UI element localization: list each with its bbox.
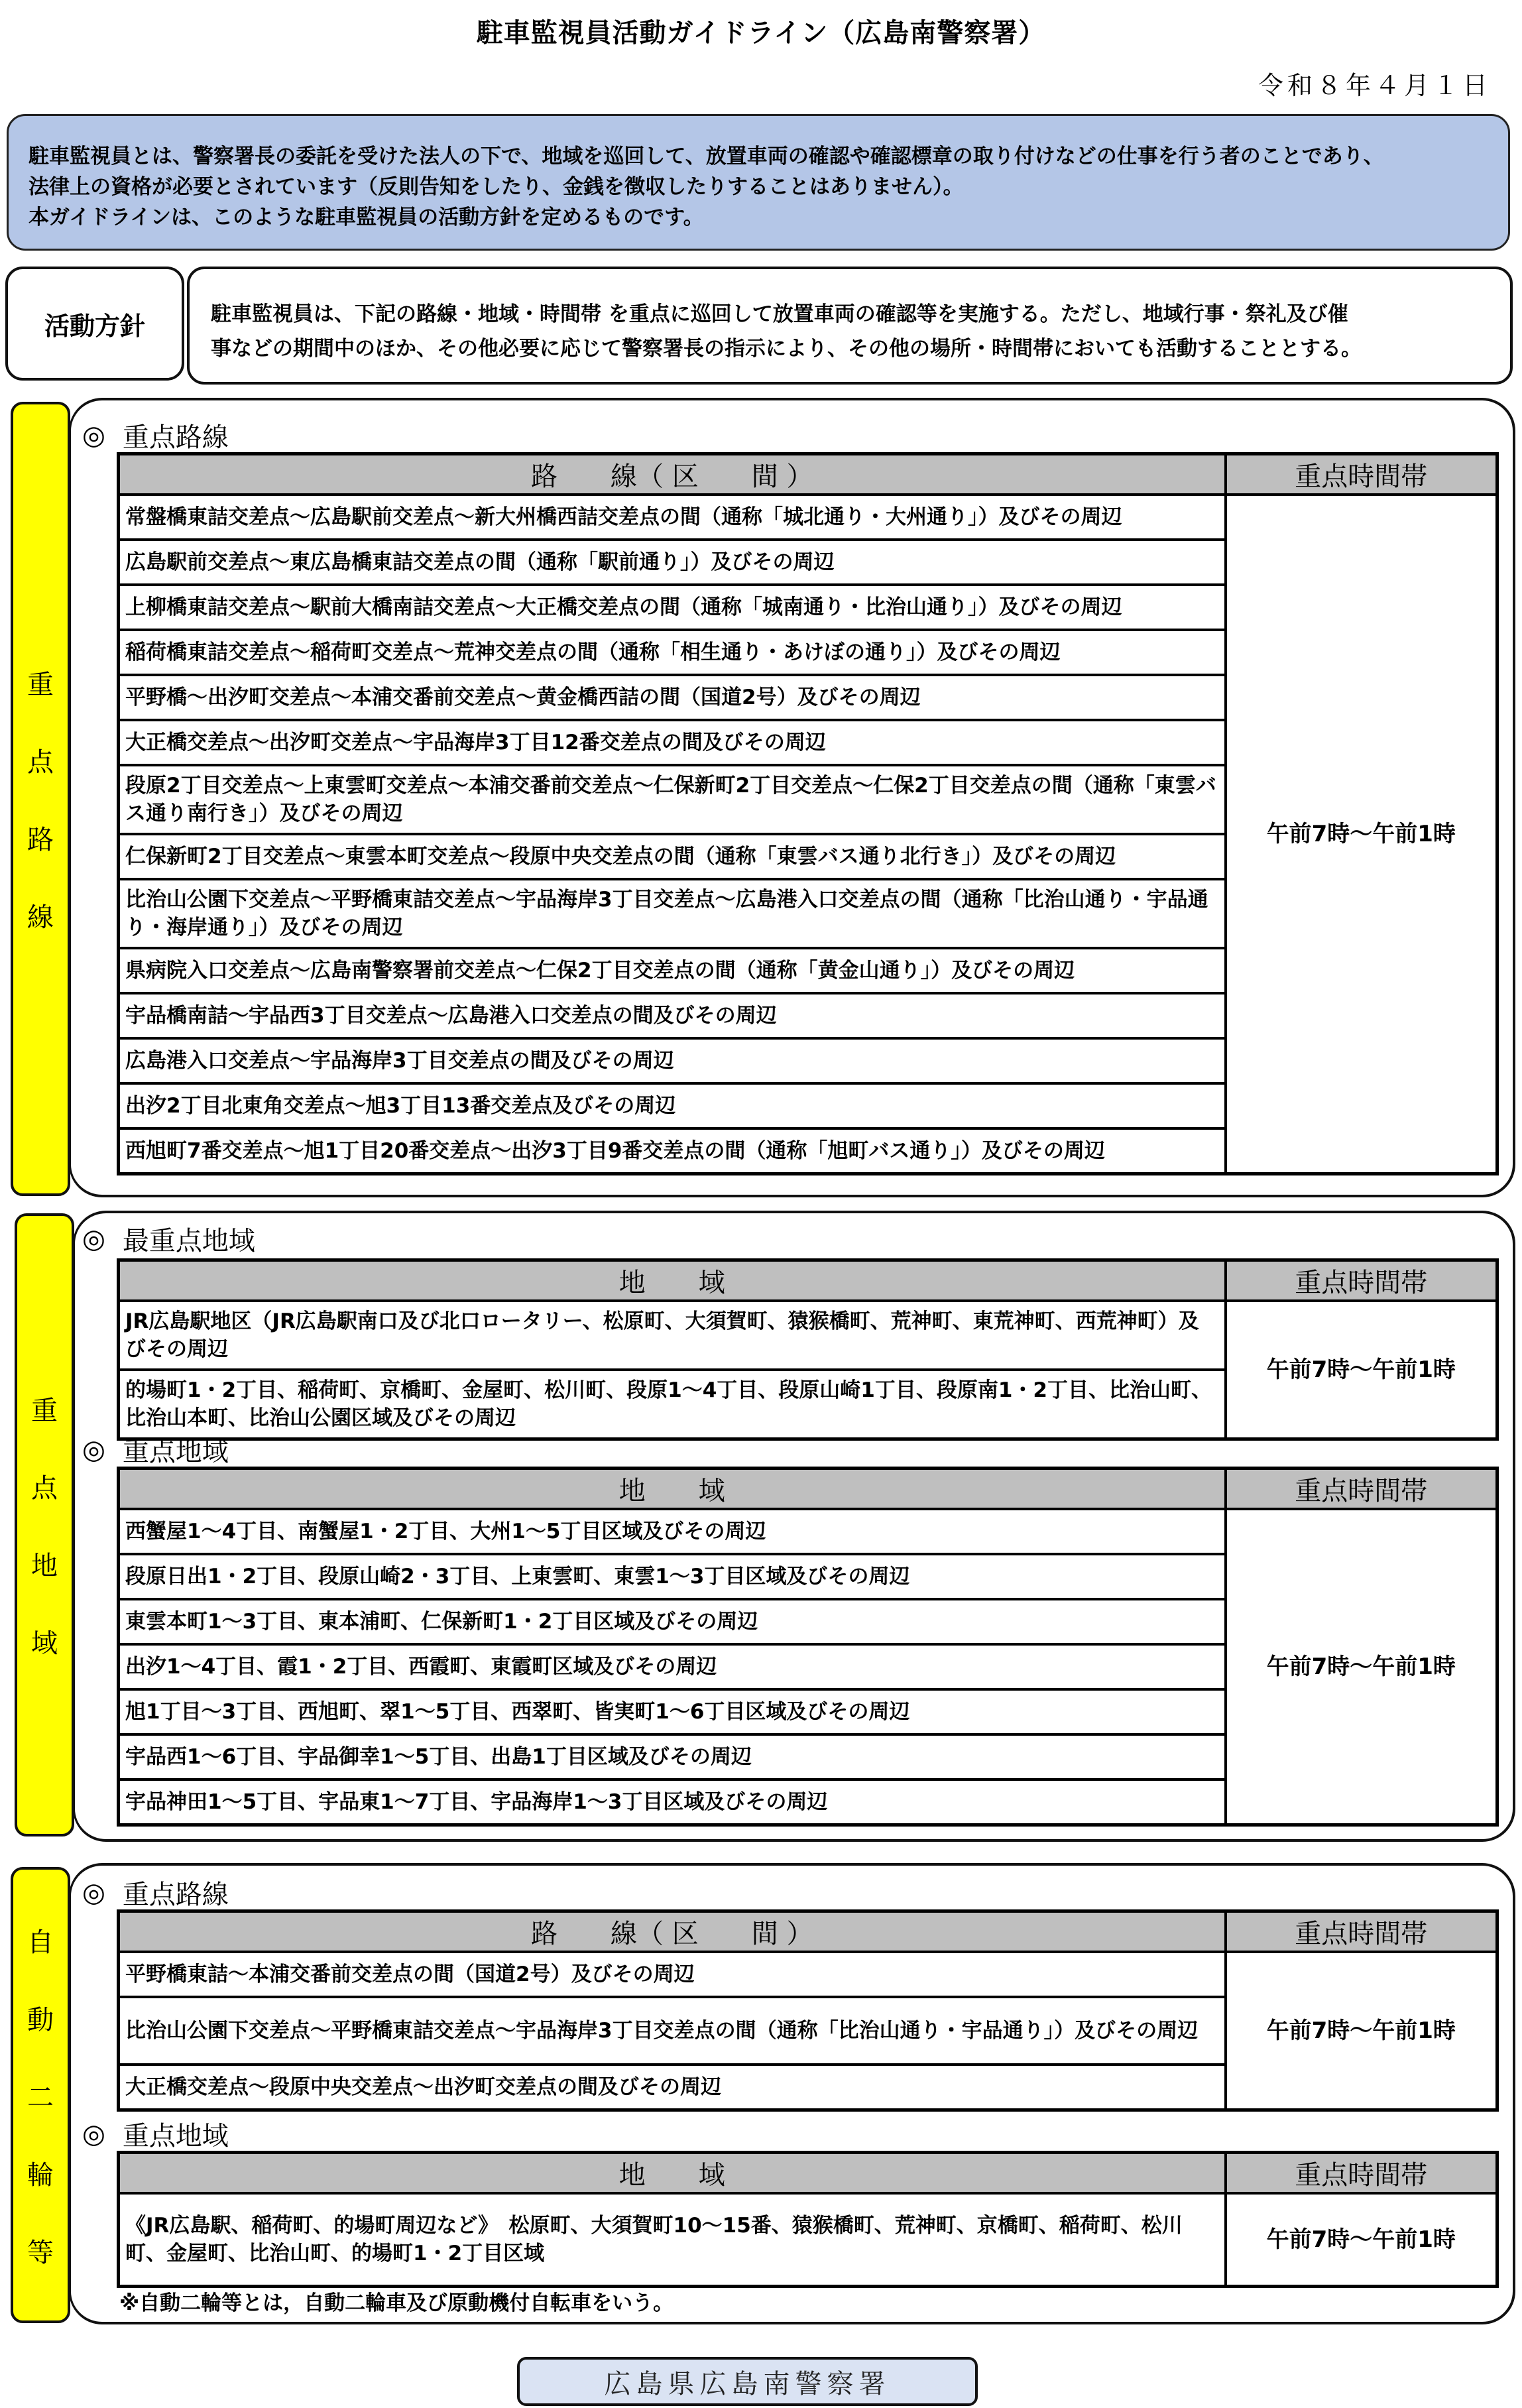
column-header-time: 重点時間帯 — [1226, 2153, 1497, 2194]
double-circle-icon: ◎ — [82, 1223, 105, 1254]
intro-line: 法律上の資格が必要とされています（反則告知をしたり、金銭を徴収したりすることはありません）。 — [29, 175, 964, 199]
table-row: 旭1丁目～3丁目、西旭町、翠1～5丁目、西翠町、皆実町1～6丁目区域及びその周辺 — [119, 1689, 1226, 1734]
column-header-time: 重点時間帯 — [1226, 1911, 1497, 1953]
group-heading-text: 重点路線 — [122, 1880, 229, 1910]
side-label-char: 点 — [27, 747, 54, 778]
group-heading — [82, 1431, 229, 1469]
column-header-route: 路 線（ 区 間 ） — [119, 1911, 1226, 1953]
table-row: 比治山公園下交差点～平野橋東詰交差点～宇品海岸3丁目交差点の間（通称「比治山通り・宇品通り」）及びその周辺 — [119, 1997, 1226, 2065]
table-row: 的場町1・2丁目、稲荷町、京橋町、金屋町、松川町、段原1～4丁目、段原山崎1丁目、段原南1・2丁目、比治山町、比治山本町、比治山公園区域及びその周辺 — [119, 1370, 1226, 1439]
policy-text — [187, 267, 1513, 385]
policy-line: 駐車監視員は、下記の路線・地域・時間帯 を重点に巡回して放置車両の確認等を実施する。ただし、地域行事・祭礼及び催 — [211, 302, 1348, 326]
double-circle-icon: ◎ — [82, 2118, 105, 2149]
table-row: 広島駅前交差点～東広島橋東詰交差点の間（通称「駅前通り」）及びその周辺 — [119, 540, 1226, 585]
group-heading — [82, 1874, 229, 1911]
side-label-motorcycles — [11, 1867, 70, 2323]
group-heading-text: 最重点地域 — [122, 1226, 255, 1256]
table-row: 《JR広島駅、稲荷町、的場町周辺など》 松原町、大須賀町10～15番、猿猴橋町、荒神町、京橋町、稲荷町、松川町、金屋町、比治山町、的場町1・2丁目区域 — [119, 2193, 1226, 2286]
table-row: 比治山公園下交差点～平野橋東詰交差点～宇品海岸3丁目交差点～広島港入口交差点の間（通称「比治山通り・宇品通り・海岸通り」）及びその周辺 — [119, 879, 1226, 948]
priority-time-cell: 午前7時～午前1時 — [1226, 1301, 1497, 1439]
group-heading-text: 重点地域 — [122, 1437, 229, 1467]
side-label-char: 地 — [31, 1551, 58, 1581]
side-label-char: 線 — [27, 902, 54, 933]
table-row: 東雲本町1～3丁目、東本浦町、仁保新町1・2丁目区域及びその周辺 — [119, 1599, 1226, 1644]
intro-line: 本ガイドラインは、このような駐車監視員の活動方針を定めるものです。 — [29, 206, 704, 229]
column-header-area: 地 域 — [119, 1260, 1226, 1301]
motorcycle-note: ※自動二輪等とは，自動二輪車及び原動機付自転車をいう。 — [119, 2291, 674, 2315]
side-label-priority-areas — [15, 1213, 74, 1836]
table-row: 上柳橋東詰交差点～駅前大橋南詰交差点～大正橋交差点の間（通称「城南通り・比治山通り」）及びその周辺 — [119, 585, 1226, 630]
table-row: 出汐2丁目北東角交差点～旭3丁目13番交差点及びその周辺 — [119, 1083, 1226, 1128]
side-label-char: 動 — [27, 2004, 54, 2035]
column-header-route: 路 線（ 区 間 ） — [119, 454, 1226, 495]
side-label-char: 自 — [27, 1927, 54, 1958]
table-row: 宇品神田1～5丁目、宇品東1～7丁目、宇品海岸1～3丁目区域及びその周辺 — [119, 1779, 1226, 1825]
intro-box — [7, 114, 1510, 251]
side-label-char: 重 — [31, 1396, 58, 1426]
table-row: 常盤橋東詰交差点～広島駅前交差点～新大州橋西詰交差点の間（通称「城北通り・大州通り」）及びその周辺 — [119, 495, 1226, 540]
table-row: 仁保新町2丁目交差点～東雲本町交差点～段原中央交差点の間（通称「東雲バス通り北行き」）及びその周辺 — [119, 834, 1226, 879]
priority-time-cell: 午前7時～午前1時 — [1226, 495, 1497, 1174]
group-heading-text: 重点路線 — [122, 422, 229, 453]
table-row: JR広島駅地区（JR広島駅南口及び北口ロータリー、松原町、大須賀町、猿猴橋町、荒神町、東荒神町、西荒神町）及びその周辺 — [119, 1301, 1226, 1370]
policy-line: 事などの期間中のほか、その他必要に応じて警察署長の指示により、その他の場所・時間帯においても活動することとする。 — [211, 337, 1362, 361]
table-row: 広島港入口交差点～宇品海岸3丁目交差点の間及びその周辺 — [119, 1038, 1226, 1083]
side-label-char: 重 — [27, 670, 54, 700]
priority-areas-table — [117, 1467, 1499, 1827]
table-row: 段原2丁目交差点～上東雲町交差点～本浦交番前交差点～仁保新町2丁目交差点～仁保2丁目交差点の間（通称「東雲バス通り南行き」）及びその周辺 — [119, 765, 1226, 834]
group-heading — [82, 416, 229, 454]
table-row: 宇品橋南詰～宇品西3丁目交差点～広島港入口交差点の間及びその周辺 — [119, 993, 1226, 1038]
column-header-time: 重点時間帯 — [1226, 1260, 1497, 1301]
top-priority-areas-table — [117, 1258, 1499, 1441]
column-header-time: 重点時間帯 — [1226, 454, 1497, 495]
double-circle-icon: ◎ — [82, 420, 105, 451]
table-row: 西蟹屋1～4丁目、南蟹屋1・2丁目、大州1～5丁目区域及びその周辺 — [119, 1509, 1226, 1554]
column-header-area: 地 域 — [119, 2153, 1226, 2194]
double-circle-icon: ◎ — [82, 1434, 105, 1465]
table-row: 出汐1～4丁目、霞1・2丁目、西霞町、東霞町区域及びその周辺 — [119, 1644, 1226, 1689]
table-row: 平野橋～出汐町交差点～本浦交番前交差点～黄金橋西詰の間（国道2号）及びその周辺 — [119, 675, 1226, 720]
table-row: 西旭町7番交差点～旭1丁目20番交差点～出汐3丁目9番交差点の間（通称「旭町バス通り」）及びその周辺 — [119, 1128, 1226, 1174]
table-row: 平野橋東詰～本浦交番前交差点の間（国道2号）及びその周辺 — [119, 1952, 1226, 1997]
column-header-area: 地 域 — [119, 1469, 1226, 1510]
table-row: 県病院入口交差点～広島南警察署前交差点～仁保2丁目交差点の間（通称「黄金山通り」）及びその周辺 — [119, 948, 1226, 993]
group-heading — [82, 2115, 229, 2153]
side-label-char: 等 — [27, 2237, 54, 2268]
issue-date: 令和８年４月１日 — [1258, 71, 1492, 100]
table-row: 稲荷橋東詰交差点～稲荷町交差点～荒神交差点の間（通称「相生通り・あけぼの通り」）及びその周辺 — [119, 630, 1226, 675]
priority-time-cell: 午前7時～午前1時 — [1226, 2193, 1497, 2286]
side-label-char: 域 — [31, 1628, 58, 1659]
group-heading-text: 重点地域 — [122, 2121, 229, 2151]
document-title: 駐車監視員活動ガイドライン（広島南警察署） — [476, 18, 1046, 48]
double-circle-icon: ◎ — [82, 1877, 105, 1908]
column-header-time: 重点時間帯 — [1226, 1469, 1497, 1510]
police-station-footer: 広島県広島南警察署 — [517, 2357, 978, 2406]
side-label-char: 輪 — [27, 2159, 54, 2191]
priority-routes-table — [117, 452, 1499, 1175]
intro-line: 駐車監視員とは、警察署長の委託を受けた法人の下で、地域を巡回して、放置車両の確認や確認標章の取り付けなどの仕事を行う者のことであり、 — [29, 145, 1384, 168]
policy-label: 活動方針 — [5, 267, 184, 381]
priority-time-cell: 午前7時～午前1時 — [1226, 1952, 1497, 2110]
side-label-char: 二 — [27, 2082, 54, 2113]
side-label-char: 路 — [27, 825, 54, 855]
priority-time-cell: 午前7時～午前1時 — [1226, 1509, 1497, 1825]
group-heading — [82, 1220, 255, 1258]
table-row: 大正橋交差点～段原中央交差点～出汐町交差点の間及びその周辺 — [119, 2065, 1226, 2110]
table-row: 段原日出1・2丁目、段原山崎2・3丁目、上東雲町、東雲1～3丁目区域及びその周辺 — [119, 1554, 1226, 1599]
table-row: 大正橋交差点～出汐町交差点～宇品海岸3丁目12番交差点の間及びその周辺 — [119, 720, 1226, 765]
side-label-priority-routes — [11, 402, 70, 1196]
table-row: 宇品西1～6丁目、宇品御幸1～5丁目、出島1丁目区域及びその周辺 — [119, 1734, 1226, 1779]
motorcycle-routes-table — [117, 1909, 1499, 2112]
side-label-char: 点 — [31, 1473, 58, 1504]
motorcycle-areas-table — [117, 2151, 1499, 2288]
